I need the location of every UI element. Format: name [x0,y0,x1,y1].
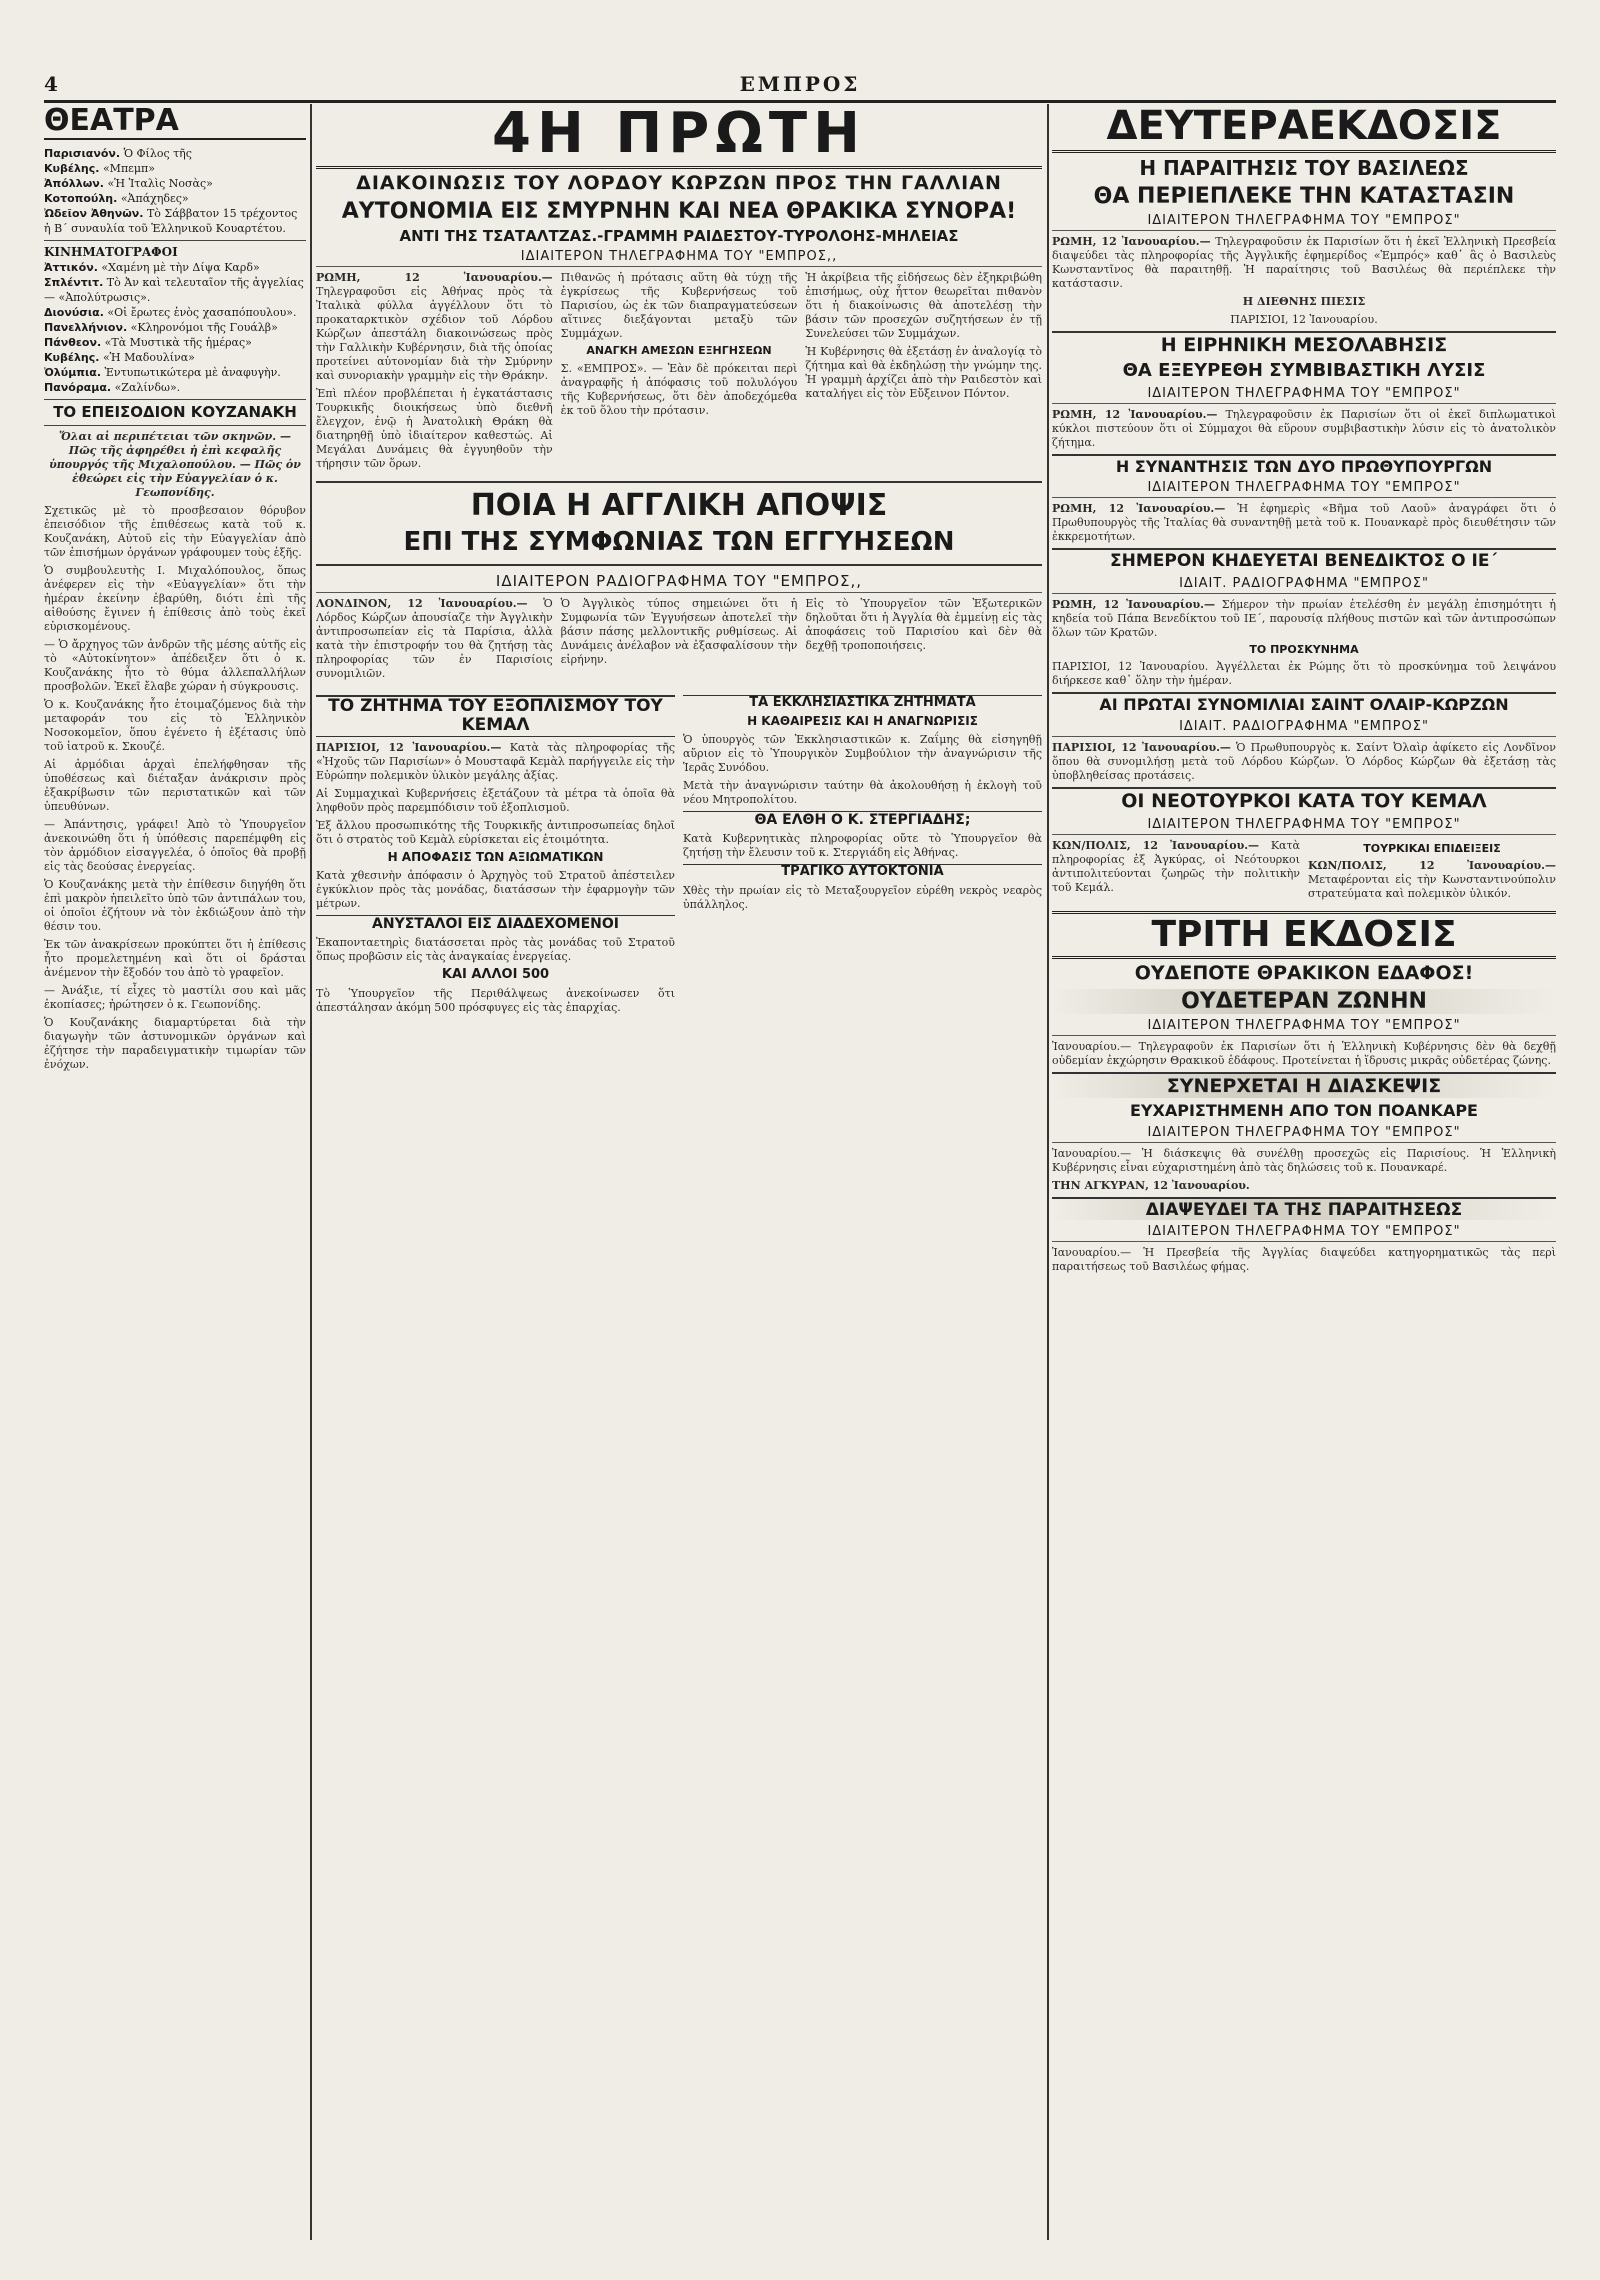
edition-title: ΔΕΥΤΕΡΑΕΚΔΟΣΙΣ [1052,106,1556,153]
paper-name: ΕΜΠΡΟΣ [739,72,861,96]
theatre-name: Κυβέλης. [44,162,100,175]
headline: Η ΠΑΡΑΙΤΗΣΙΣ ΤΟΥ ΒΑΣΙΛΕΩΣ [1139,156,1469,180]
article-paragraph: Ἰανουαρίου.— Ἡ διάσκεψις θὰ συνέλθῃ προσεχῶς εἰς Παρισίους. Ἡ Ἑλληνικὴ Κυβέρνησις εἶναι εὐχαριστημένη ἀπὸ τὰς δηλώσεις τοῦ κ. Πουανκαρέ. [1052,1146,1556,1174]
headline: ΤΑ ΕΚΚΛΗΣΙΑΣΤΙΚΑ ΖΗΤΗΜΑΤΑ [683,695,1042,711]
dateline: ΡΩΜΗ, 12 Ἰανουαρίου.— [1052,407,1218,421]
radiogram-label: ΙΔΙΑΙΤ. ΡΑΔΙΟΓΡΑΦΗΜΑ "ΕΜΠΡΟΣ" [1052,576,1556,594]
headline: ΤΡΑΓΙΚΟ ΑΥΤΟΚΤΟΝΙΑ [683,864,1042,880]
headline: Η ΣΥΝΑΝΤΗΣΙΣ ΤΩΝ ΔΥΟ ΠΡΩΘΥΠΟΥΡΓΩΝ [1052,454,1556,476]
dateline: ΚΩΝ/ΠΟΛΙΣ, 12 Ἰανουαρίου.— [1308,859,1556,873]
cinema-name: Πάνθεον. [44,336,102,349]
telegram-label: ΙΔΙΑΙΤΕΡΟΝ ΤΗΛΕΓΡΑΦΗΜΑ ΤΟΥ "ΕΜΠΡΟΣ" [1052,1018,1556,1036]
subheadline: Η ΑΠΟΦΑΣΙΣ ΤΩΝ ΑΞΙΩΜΑΤΙΚΩΝ [387,849,604,864]
dateline: ΡΩΜΗ, 12 Ἰανουαρίου.— [1052,597,1215,611]
headline: ΣΗΜΕΡΟΝ ΚΗΔΕΥΕΤΑΙ ΒΕΝΕΔΙΚΤΟΣ Ο ΙΕ´ [1052,548,1556,572]
cinema-name: Ὀλύμπια. [44,366,102,379]
telegram-label: ΙΔΙΑΙΤΕΡΟΝ ΤΗΛΕΓΡΑΦΗΜΑ ΤΟΥ "ΕΜΠΡΟΣ" [1052,817,1556,835]
story-text: Τηλεγραφοῦσι εἰς Ἀθήνας πρὸς τὰ Ἰταλικὰ φύλλα ἀγγέλλουν ὅτι τὸ προκαταρκτικὸν σχέδιον τοῦ Λόρδου Κώρζων ἀπεστάλη διακοινώσεως πρὸς τὴν Γαλλικὴν Κυβέρνησιν, διὰ τῆς ὁποίας προτείνει αὐτονομίαν διὰ τὴν Σμύρνην καὶ συνοριακὴν γραμμὴν εἰς τὴν Θράκην. [316,285,553,383]
article-paragraph [316,597,553,681]
article-paragraph [1052,839,1300,895]
article-paragraph: Μετὰ τὴν ἀναγνώρισιν ταύτην θὰ ἀκολουθήσῃ ἡ ἐκλογὴ τοῦ νέου Μητροπολίτου. [683,778,1042,806]
edition-title: 4Η ΠΡΩΤΗ [316,106,1042,169]
theatre-show: «Ἡ Ἰταλὶς Νοσὰς» [107,177,213,190]
cinema-show: «Κληρονόμοι τῆς Γουάλβ» [130,321,278,334]
headline: Η ΕΙΡΗΝΙΚΗ ΜΕΣΟΛΑΒΗΣΙΣ [1052,331,1556,357]
cinema-name: Κυβέλης. [44,351,100,364]
radiogram-label: ΙΔΙΑΙΤΕΡΟΝ ΡΑΔΙΟΓΡΑΦΗΜΑ ΤΟΥ "ΕΜΠΡΟΣ,, [316,572,1042,593]
featured-story [316,481,1042,565]
article-paragraph: Ὁ Κουζανάκης μετὰ τὴν ἐπίθεσιν διηγήθη ὅτι ἐπὶ μακρὸν ἠπειλεῖτο ὑπὸ τῶν ἀντιπάλων του, οἱ ὁποῖοι ἐζήτουν νὰ τὸν ἐκδιώξουν ἀπὸ τὴν θέσιν του. [44,878,306,934]
article-paragraph: ΠΑΡΙΣΙΟΙ, 12 Ἰανουαρίου. Ἀγγέλλεται ἐκ Ρώμης ὅτι τὸ προσκύνημα τοῦ λειψάνου διήρκεσε καθ᾽ ὅλην τὴν ἡμέραν. [1052,660,1556,688]
list-item [44,191,306,206]
radiogram-label: ΙΔΙΑΙΤ. ΡΑΔΙΟΓΡΑΦΗΜΑ "ΕΜΠΡΟΣ" [1052,719,1556,737]
story-text: Κατὰ τὰς πληροφορίας τῆς «Ἠχοῦς τῶν Παρισίων» ὁ Μουσταφᾶ Κεμὰλ παρήγγειλε εἰς τὴν Εὐρώπην πολεμικὸν ὑλικὸν μεγάλης ἀξίας. [316,740,675,782]
headline: ΑΝΥΣΤΑΛΟΙ ΕΙΣ ΔΙΑΔΕΧΟΜΕΝΟΙ [316,915,675,932]
story-text: Ὁ Λόρδος Κώρζων ἀπουσίαζε τὴν Ἀγγλικὴν ἀντιπροσωπείαν εἰς τὰ Παρίσια, ἀλλὰ κατὰ τὴν ἐπιστροφήν του θὰ ζητήσῃ τὰς πληροφορίας τῶν ἐν Παρισίοις συνομιλιῶν. [316,596,553,680]
article-paragraph [316,741,675,783]
headline: ΟΙ ΝΕΟΤΟΥΡΚΟΙ ΚΑΤΑ ΤΟΥ ΚΕΜΑΛ [1052,787,1556,813]
theatre-name: Ὠδεῖον Ἀθηνῶν. [44,207,144,220]
story-text: Ὁ Πρωθυπουργὸς κ. Σαίντ Ὀλαὶρ ἀφίκετο εἰς Λονδῖνον ὅπου θὰ συνομιλήσῃ μετὰ τοῦ Λόρδου Κώρζων. Ὁ Λόρδος Κώρζων θὰ ἐξετάσῃ τὰς ὑποβληθείσας προτάσεις. [1052,740,1556,782]
subheadline: ΑΝΑΓΚΗ ΑΜΕΣΩΝ ΕΞΗΓΗΣΕΩΝ [586,344,772,358]
column-theatres [44,104,306,2240]
cinema-show: Τὸ Ἀν καὶ τελευταῖον τῆς ἀγγελίας — «Ἀπολύτρωσις». [44,276,304,304]
list-item [44,350,306,365]
article-paragraph: Χθὲς τὴν πρωίαν εἰς τὸ Μεταξουργεῖον εὑρέθη νεκρὸς νεαρὸς ὑπάλληλος. [683,883,1042,911]
article-paragraph [1052,408,1556,450]
article-paragraph: Ὁ Κουζανάκης διαμαρτύρεται διὰ τὴν διαγωγὴν τῶν ἀστυνομικῶν ὀργάνων καὶ ἐζήτησε τὴν παραδειγματικὴν τιμωρίαν τῶν ἐνόχων. [44,1016,306,1072]
headline: ΑΥΤΟΝΟΜΙΑ ΕΙΣ ΣΜΥΡΝΗΝ ΚΑΙ ΝΕΑ ΘΡΑΚΙΚΑ ΣΥΝΟΡΑ! [341,198,1017,224]
article-paragraph: Κατὰ χθεσινὴν ἀπόφασιν ὁ Ἀρχηγὸς τοῦ Στρατοῦ ἀπέστειλεν ἐγκύκλιον πρὸς τὰς μονάδας, διατάσσων τὴν ἐφαρμογὴν τῶν μέτρων. [316,868,675,910]
theatres-list [44,146,306,236]
article-paragraph: Ὁ Ἀγγλικὸς τύπος σημειώνει ὅτι ἡ Συμφωνία τῶν Ἐγγυήσεων ἀποτελεῖ τὴν βάσιν πάσης μελλοντικῆς ρυθμίσεως. Αἱ Δυνάμεις ἀνέλαβον νὰ ἐξασφαλίσουν τὴν εἰρήνην. [560,596,798,666]
dateline: ΠΑΡΙΣΙΟΙ, 12 Ἰανουαρίου.— [316,740,502,754]
divider [44,399,306,400]
list-item [44,320,306,335]
theatre-name: Κοτοπούλη. [44,192,118,205]
list-item [44,176,306,191]
article-paragraph: Ἐκαπονταετηρὶς διατάσσεται πρὸς τὰς μονάδας τοῦ Στρατοῦ ὅπως προβῶσιν εἰς τὰς ἀναγκαίας ἐνεργείας. [316,935,675,963]
theatre-name: Ἀπόλλων. [44,177,104,190]
dateline: ΤΗΝ ΑΓΚΥΡΑΝ, 12 Ἰανουαρίου. [1052,1178,1250,1192]
list-item [44,161,306,176]
list-item [44,365,306,380]
article-lead: Ὅλαι αἱ περιπέτειαι τῶν σκηνῶν. — Πῶς τῆς ἀφηρέθει ἡ ἐπὶ κεφαλῆς ὑπουργός τῆς Μιχαλοπούλου. — Πῶς ὁν ἐθεώρει εἰς τὴν Εὐαγγελίαν ὁ κ. Γεωπονίδης. [49,430,301,500]
headline: ΑΝΤΙ ΤΗΣ ΤΣΑΤΑΛΤΖΑΣ.-ΓΡΑΜΜΗ ΡΑΙΔΕΣΤΟΥ-ΤΥΡΟΛΟΗΣ-ΜΗΛΕΙΑΣ [399,227,959,246]
subheadline: ΤΟΥΡΚΙΚΑΙ ΕΠΙΔΕΙΞΕΙΣ [1363,841,1501,855]
dateline: ΛΟΝΔΙΝΟΝ, 12 Ἰανουαρίου.— [316,596,528,610]
column-second-edition [1052,104,1556,2240]
theatre-show: Ὁ Φίλος τῆς [123,147,192,160]
headline: ΘΑ ΕΛΘΗ Ο Κ. ΣΤΕΡΓΙΑΔΗΣ; [683,811,1042,828]
article-paragraph: — Ἀνάξιε, τί εἶχες τὸ μαστίλι σου καὶ μᾶς ἐκοπίασες; ἠρώτησεν ὁ κ. Γεωπονίδης. [44,984,306,1012]
story-text: Ἡ ἐφημερὶς «Βῆμα τοῦ Λαοῦ» ἀναγράφει ὅτι ὁ Πρωθυπουργὸς τῆς Ἰταλίας θὰ συναντηθῇ μετὰ τοῦ κ. Πουανκαρὲ πρὸς διευθέτησιν τῶν ἐκκρεμοτήτων. [1052,502,1556,544]
list-item [44,146,306,161]
article-paragraph: Ὁ κ. Κουζανάκης ἦτο ἑτοιμαζόμενος διὰ τὴν μεταφοράν του εἰς τὸ Ἑλληνικὸν Νοσοκομεῖον, ὅπου ἐγένετο ἡ ἐξέτασις ὑπὸ τοῦ ἰατροῦ κ. Σκουζέ. [44,698,306,754]
cinema-show: Ἐντυπωτικώτερα μὲ ἀναφυγὴν. [104,366,281,379]
headline: ΔΙΑΨΕΥΔΕΙ ΤΑ ΤΗΣ ΠΑΡΑΙΤΗΣΕΩΣ [1052,1197,1556,1221]
cinema-show: «Ἡ Μαδουλίνα» [102,351,195,364]
column-fourth-edition [316,104,1042,2240]
subheadline: ΤΟ ΠΡΟΣΚΥΝΗΜΑ [1249,642,1359,656]
telegram-label: ΙΔΙΑΙΤΕΡΟΝ ΤΗΛΕΓΡΑΦΗΜΑ ΤΟΥ "ΕΜΠΡΟΣ" [1052,480,1556,498]
list-item [44,206,306,236]
theatres-title: ΘΕΑΤΡΑ [44,106,306,140]
article-paragraph [1308,859,1556,901]
headline: ΕΥΧΑΡΙΣΤΗΜΕΝΗ ΑΠΟ ΤΟΝ ΠΟΑΝΚΑΡΕ [1130,1101,1478,1121]
headline: ΟΥΔΕΤΕΡΑΝ ΖΩΝΗΝ [1052,989,1556,1014]
cinemas-list [44,260,306,395]
story-text: Τηλεγραφοῦσιν ἐκ Παρισίων ὅτι ἡ ἐκεῖ Ἑλληνικὴ Πρεσβεία διαψεύδει τὰς πληροφορίας τῆς Ἀγγλικῆς ἐφημερίδος «Ἐμπρός» καθ᾽ ἃς ὁ Βασιλεὺς Κωνσταντῖνος θὰ παραιτηθῇ. Ἡ παραίτησις τοῦ Βασιλέως θὰ περιέπλεκε τὴν κατάστασιν. [1052,235,1556,291]
article-paragraph [1052,502,1556,544]
list-item [44,380,306,395]
list-item [44,260,306,275]
dateline: ΠΑΡΙΣΙΟΙ, 12 Ἰανουαρίου.— [1052,740,1231,754]
article-paragraph: Κατὰ Κυβερνητικὰς πληροφορίας οὔτε τὸ Ὑπουργεῖον θὰ ζητήσῃ τὴν ἔλευσιν τοῦ κ. Στεργιάδη εἰς Ἀθήνας. [683,831,1042,859]
story-text: Σήμερον τὴν πρωίαν ἐτελέσθη ἐν μεγάλῃ ἐπισημότητι ἡ κηδεία τοῦ Πάπα Βενεδίκτου τοῦ ΙΕ´, παρουσίᾳ πλήθους πιστῶν καὶ τῶν ἀντιπροσώπων ὅλων τῶν Κρατῶν. [1052,597,1556,639]
story-columns [316,271,1042,475]
telegram-label: ΙΔΙΑΙΤΕΡΟΝ ΤΗΛΕΓΡΑΦΗΜΑ ΤΟΥ "ΕΜΠΡΟΣ" [1052,386,1556,404]
dateline: ΚΩΝ/ΠΟΛΙΣ, 12 Ἰανουαρίου.— [1052,838,1260,852]
headline: ΠΟΙΑ Η ΑΓΓΛΙΚΗ ΑΠΟΨΙΣ [470,488,888,524]
article-paragraph: Πιθανῶς ἡ πρότασις αὕτη θὰ τύχῃ τῆς ἐγκρίσεως τῆς Κυβερνήσεως τοῦ Παρισίου, ὡς ἐκ τῶν διαπραγματεύσεων αἵτινες διεξάγονται μεταξὺ τῶν Συμμάχων. [560,271,798,341]
page-number: 4 [44,72,58,96]
theatre-show: «Ἀπάχηδες» [120,192,189,205]
story-text: Μεταφέρονται εἰς τὴν Κωνσταντινούπολιν στρατεύματα καὶ πολεμικὸν ὑλικόν. [1308,873,1556,901]
lower-section [316,691,1042,1019]
cinema-show: «Οἱ ἔρωτες ἑνὸς χασαπόπουλου». [107,306,297,319]
cinema-name: Ἀττικόν. [44,261,98,274]
list-item [44,335,306,350]
cinema-show: «Χαμένη μὲ τὴν Δίψα Καρδ» [101,261,260,274]
cinema-name: Πανόραμα. [44,381,112,394]
divider [44,240,306,241]
article-paragraph [1052,741,1556,783]
cinema-show: «Τὰ Μυστικὰ τῆς ἡμέρας» [104,336,252,349]
list-item [44,275,306,305]
cinema-show: «Ζαλίνδω». [114,381,181,394]
page-header [44,70,1556,103]
story-columns [1052,839,1556,906]
article-title: ΤΟ ΕΠΕΙΣΟΔΙΟΝ ΚΟΥΖΑΝΑΚΗ [53,403,297,421]
headline: ΣΥΝΕΡΧΕΤΑΙ Η ΔΙΑΣΚΕΨΙΣ [1052,1072,1556,1098]
list-item [44,305,306,320]
article-paragraph [316,271,553,383]
telegram-label: ΙΔΙΑΙΤΕΡΟΝ ΤΗΛΕΓΡΑΦΗΜΑ ΤΟΥ "ΕΜΠΡΟΣ" [1052,1224,1556,1242]
theatre-show: «Μπεμπ» [102,162,155,175]
article-paragraph: Σ. «ΕΜΠΡΟΣ». — Ἐὰν δὲ πρόκειται περὶ ἀναγραφῆς ἡ ἀπόφασις τοῦ πολυλόγου τῆς Κυβερνήσεως, ὅτι δὲν ἀποδεχόμεθα ἐκ τοῦ ὅλου τὴν πρότασιν. [560,362,798,418]
headline: ΟΥΔΕΠΟΤΕ ΘΡΑΚΙΚΟΝ ΕΔΑΦΟΣ! [1134,962,1474,985]
dateline: ΡΩΜΗ, 12 Ἰανουαρίου.— [316,271,553,285]
article-paragraph: Αἱ Συμμαχικαὶ Κυβερνήσεις ἐξετάζουν τὰ μέτρα τὰ ὁποῖα θὰ ληφθοῦν πρὸς παρεμπόδισιν τοῦ ἐξοπλισμοῦ. [316,786,675,814]
headline: ΑΙ ΠΡΩΤΑΙ ΣΥΝΟΜΙΛΙΑΙ ΣΑΙΝΤ ΟΛΑΙΡ-ΚΩΡΖΩΝ [1052,692,1556,714]
story-text: Τηλεγραφοῦσιν ἐκ Παρισίων ὅτι οἱ ἐκεῖ διπλωματικοὶ κύκλοι πιστεύουν ὅτι οἱ Σύμμαχοι θὰ εὕρουν συμβιβαστικὴν λύσιν εἰς τὸ ἀνατολικὸν ζήτημα. [1052,407,1556,449]
cinemas-title: ΚΙΝΗΜΑΤΟΓΡΑΦΟΙ [44,245,178,259]
dateline: ΡΩΜΗ, 12 Ἰανουαρίου.— [1052,235,1211,249]
article-paragraph: — Ἀπάντησις, γράφει! Ἀπὸ τὸ Ὑπουργεῖον ἀνεκοινώθη ὅτι ἡ ὑπόθεσις παρεπέμφθη εἰς τὸν ἀρμόδιον εἰσαγγελέα, ὁ ὁποῖος θὰ προβῇ εἰς τὰς δεούσας ἐνεργείας. [44,818,306,874]
headline: ΕΠΙ ΤΗΣ ΣΥΜΦΩΝΙΑΣ ΤΩΝ ΕΓΓΥΗΣΕΩΝ [403,526,955,557]
cinema-name: Πανελλήνιον. [44,321,128,334]
headline: ΔΙΑΚΟΙΝΩΣΙΣ ΤΟΥ ΛΟΡΔΟΥ ΚΩΡΖΩΝ ΠΡΟΣ ΤΗΝ ΓΑΛΛΙΑΝ [356,172,1002,194]
telegram-label: ΙΔΙΑΙΤΕΡΟΝ ΤΗΛΕΓΡΑΦΗΜΑ ΤΟΥ "ΕΜΠΡΟΣ,, [316,249,1042,267]
article-paragraph: Ἰανουαρίου.— Ἡ Πρεσβεία τῆς Ἀγγλίας διαψεύδει κατηγορηματικῶς τὰς περὶ παραιτήσεως τοῦ Βασιλέως φήμας. [1052,1246,1556,1274]
headline: ΤΟ ΖΗΤΗΜΑ ΤΟΥ ΕΞΟΠΛΙΣΜΟΥ ΤΟΥ ΚΕΜΑΛ [316,695,675,737]
article-paragraph: — Ὁ ἄρχηγος τῶν ἀνδρῶν τῆς μέσης αὐτῆς εἰς τὸ «Αὐτοκίνητον» ἀπέδειξεν ὅτι ὁ κ. Κουζανάκης ἦτο τὸ θύμα ἀλλεπαλλήλων προσβολῶν. Ἐκεῖ ἔλαβε χώραν ἡ σύγκρουσις. [44,638,306,694]
article-paragraph: Εἰς τὸ Ὑπουργεῖον τῶν Ἐξωτερικῶν δηλοῦται ὅτι ἡ Ἀγγλία θὰ ἐμμείνῃ εἰς τὰς ἀποφάσεις τοῦ Παρισίου καὶ δὲν θὰ δεχθῇ τροποποιήσεις. [805,596,1042,652]
column-rule [310,104,312,2240]
telegram-label: ΙΔΙΑΙΤΕΡΟΝ ΤΗΛΕΓΡΑΦΗΜΑ ΤΟΥ "ΕΜΠΡΟΣ" [1052,1125,1556,1143]
article-paragraph: Τὸ Ὑπουργεῖον τῆς Περιθάλψεως ἀνεκοίνωσεν ὅτι ἀπεστάλησαν ἀκόμη 500 πρόσφυγες εἰς τὰς ἐπαρχίας. [316,986,675,1014]
cinema-name: Σπλέντιτ. [44,276,104,289]
subheadline: Η ΚΑΘΑΙΡΕΣΙΣ ΚΑΙ Η ΑΝΑΓΝΩΡΙΣΙΣ [747,713,978,728]
theatre-show: Τὸ Σάββατον 15 τρέχοντος ἡ Β´ συναυλία τοῦ Ἑλληνικοῦ Κουαρτέτου. [44,207,298,235]
article-paragraph: Αἱ ἀρμόδιαι ἀρχαὶ ἐπελήφθησαν τῆς ὑποθέσεως καὶ διέταξαν ἀνάκρισιν πρὸς ἐξακρίβωσιν τῶν περιστατικῶν καὶ τῶν ὑπευθύνων. [44,758,306,814]
headline: ΘΑ ΕΞΕΥΡΕΘΗ ΣΥΜΒΙΒΑΣΤΙΚΗ ΛΥΣΙΣ [1122,360,1486,382]
story-text: Κατὰ πληροφορίας ἐξ Ἀγκύρας, οἱ Νεότουρκοι ἀντιπολιτεύονται ζωηρῶς τὴν πολιτικὴν τοῦ Κεμάλ. [1052,838,1300,894]
article-paragraph: Ἐπὶ πλέον προβλέπεται ἡ ἐγκατάστασις Τουρκικῆς διοικήσεως ὑπὸ διεθνῆ ἔλεγχον, ἐνῷ ἡ Ἀνατολικὴ Θράκη θὰ διατηρηθῇ ὑπὸ ἰδιαίτερον καθεστώς. Αἱ Μεγάλαι Δυνάμεις θὰ ἐγγυηθοῦν τὴν τήρησιν τῶν ὅρων. [316,387,553,471]
dateline: ΠΑΡΙΣΙΟΙ, 12 Ἰανουαρίου. [1230,313,1378,327]
article-paragraph: Ὁ συμβουλευτὴς Ι. Μιχαλόπουλος, ὅπως ἀνέφερεν εἰς τὴν «Εὐαγγελίαν» ὅτι τὴν ἡμέραν ἐκείνην ἐβαρύθη, διότι ἐπὶ τῆς αἰθούσης ἔγινεν ἡ ἐπίθεσις ἀπὸ τοὺς ἐκεῖ εὑρισκομένους. [44,564,306,634]
dateline: ΡΩΜΗ, 12 Ἰανουαρίου.— [1052,502,1226,516]
telegram-label: ΙΔΙΑΙΤΕΡΟΝ ΤΗΛΕΓΡΑΦΗΜΑ ΤΟΥ "ΕΜΠΡΟΣ" [1052,213,1556,231]
cinema-name: Διονύσια. [44,306,104,319]
article-paragraph: Ὁ ὑπουργὸς τῶν Ἐκκλησιαστικῶν κ. Ζαΐμης θὰ εἰσηγηθῇ αὔριον εἰς τὸ Ὑπουργικὸν Συμβούλιον τὴν ἀναγνώρισιν τῆς Ἱερᾶς Συνόδου. [683,732,1042,774]
article-paragraph: Ἐκ τῶν ἀνακρίσεων προκύπτει ὅτι ἡ ἐπίθεσις ἦτο προμελετημένη καὶ ὅτι οἱ δράσται ἀνέμενον τὴν ἔξοδόν του ἀπὸ τὸ γραφεῖον. [44,938,306,980]
article-paragraph [1052,235,1556,291]
column-rule [1047,104,1049,2240]
theatre-name: Παρισιανόν. [44,147,121,160]
article-paragraph [1052,598,1556,640]
article-paragraph: Σχετικῶς μὲ τὸ προσβεσαιον θόρυβον ἐπεισόδιον τῆς ἐπιθέσεως κατὰ τοῦ κ. Κουζανάκη, Αὐτοῦ εἰς τὴν Εὐαγγελίαν ἀπὸ τῶν ἐπισήμων ὀργάνων γράφουμεν τοὺς ἑξῆς. [44,504,306,560]
divider [44,425,306,426]
subheadline: ΚΑΙ ΑΛΛΟΙ 500 [441,966,550,982]
article-paragraph: Ἰανουαρίου.— Τηλεγραφοῦν ἐκ Παρισίων ὅτι ἡ Ἑλληνικὴ Κυβέρνησις δὲν θὰ δεχθῇ οὐδεμίαν ἐκχώρησιν Θρακικοῦ ἐδάφους. Προτείνεται ἡ ἵδρυσις μικρᾶς οὐδετέρας ζώνης. [1052,1040,1556,1068]
headline: ΘΑ ΠΕΡΙΕΠΛΕΚΕ ΤΗΝ ΚΑΤΑΣΤΑΣΙΝ [1093,184,1515,209]
article-paragraph: Ἡ ἀκρίβεια τῆς εἰδήσεως δὲν ἐξηκριβώθη ἐπισήμως, οὐχ ἧττον θεωρεῖται πιθανὸν ὅτι ἡ διακοίνωσις θὰ ἀποτελέσῃ τὴν βάσιν τῶν προσεχῶν συζητήσεων ἐν τῇ Συνελεύσει τῶν Συμμάχων. [805,271,1042,341]
article-paragraph: Ἐξ ἄλλου προσωπικότης τῆς Τουρκικῆς ἀντιπροσωπείας δηλοῖ ὅτι ὁ στρατὸς τοῦ Κεμὰλ εὑρίσκεται εἰς ἑτοιμότητα. [316,818,675,846]
article-paragraph: Ἡ Κυβέρνησις θὰ ἐξετάσῃ ἐν ἀναλογίᾳ τὸ ζήτημα καὶ θὰ ἐκδηλώσῃ τὴν γνώμην της. Ἡ γραμμὴ ἀρχίζει ἀπὸ τὴν Ραιδεστὸν καὶ καταλήγει εἰς τὸν Εὔξεινον Πόντον. [805,345,1042,401]
signature: Η ΔΙΕΘΝΗΣ ΠΙΕΣΙΣ [1242,295,1366,309]
story-columns [316,597,1042,685]
edition-title: ΤΡΙΤΗ ΕΚΔΟΣΙΣ [1052,911,1556,959]
